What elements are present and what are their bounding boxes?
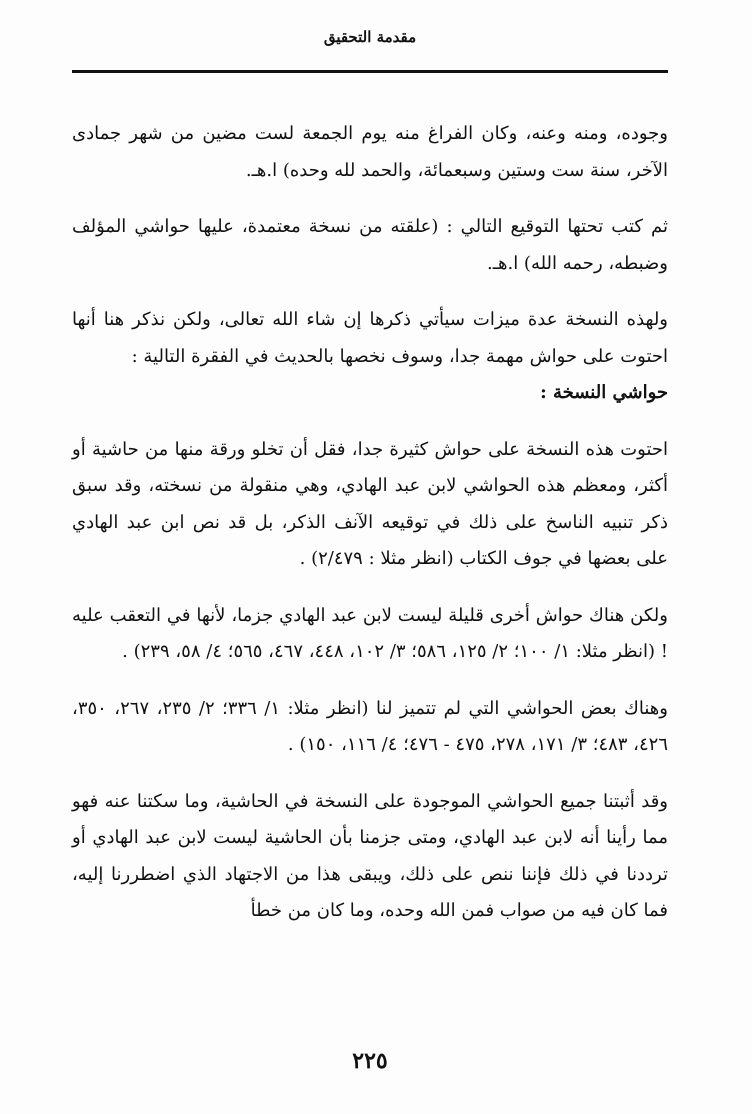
paragraph-unidentified-margins: وهناك بعض الحواشي التي لم تتميز لنا (انظر مثلا: ١/ ٣٣٦؛ ٢/ ٢٣٥، ٢٦٧، ٣٥٠، ٤٢٦، ٤٨٣؛ ٣/ ١٧١، ٢٧٨، ٤٧٥ - ٤٧٦؛ ٤/ ١١٦، ١٥٠) .: [72, 697, 668, 755]
paragraph-other-margins: ولكن هناك حواش أخرى قليلة ليست لابن عبد الهادي جزما، لأنها في التعقب عليه ! (انظر مثلا: ١/ ١٠٠؛ ٢/ ١٢٥، ٥٨٦؛ ٣/ ١٠٢، ٤٤٨، ٤٦٧، ٥٦٥؛ ٤/ ٥٨، ٢٣٩) .: [72, 604, 668, 662]
paragraph-margins-overview: احتوت هذه النسخة على حواش كثيرة جدا، فقل أن تخلو ورقة منها من حاشية أو أكثر، ومعظم هذه الحواشي لابن عبد الهادي، وهي منقولة من نسخته، وقد سبق ذكر تنبيه الناسخ على ذلك في توقيعه الآنف الذكر، بل قد نص ابن عبد الهادي على بعضها في جوف الكتاب (انظر مثلا : ٢/٤٧٩) .: [72, 438, 668, 569]
header-rule: [72, 70, 668, 73]
paragraph-method: وقد أثبتنا جميع الحواشي الموجودة على النسخة في الحاشية، وما سكتنا عنه فهو مما رأينا أنه لابن عبد الهادي، ومتى جزمنا بأن الحاشية ليست لابن عبد الهادي أو ترددنا في ذلك فإننا ننص على ذلك، ويبقى هذا من الاجتهاد الذي اضطررنا إليه، فما كان فيه من صواب فمن الله وحده، وما كان من خطأ: [72, 790, 668, 921]
page-number: ٢٢٥: [352, 1048, 388, 1074]
paragraph-features: ولهذه النسخة عدة ميزات سيأتي ذكرها إن شاء الله تعالى، ولكن نذكر هنا أنها احتوت على حواش مهمة جدا، وسوف نخصها بالحديث في الفقرة التالية :: [72, 309, 668, 367]
running-head: مقدمة التحقيق: [323, 28, 417, 46]
section-heading-margins: حواشي النسخة :: [540, 382, 668, 403]
page-body: [72, 116, 668, 930]
paragraph-signature: ثم كتب تحتها التوقيع التالي : (علقته من نسخة معتمدة، عليها حواشي المؤلف وضبطه، رحمه الله) ا.هـ.: [72, 216, 668, 274]
paragraph-colophon-end: وجوده، ومنه وعنه، وكان الفراغ منه يوم الجمعة لست مضين من شهر جمادى الآخر، سنة ست وستين وسبعمائة، والحمد لله وحده) ا.هـ.: [72, 123, 668, 181]
